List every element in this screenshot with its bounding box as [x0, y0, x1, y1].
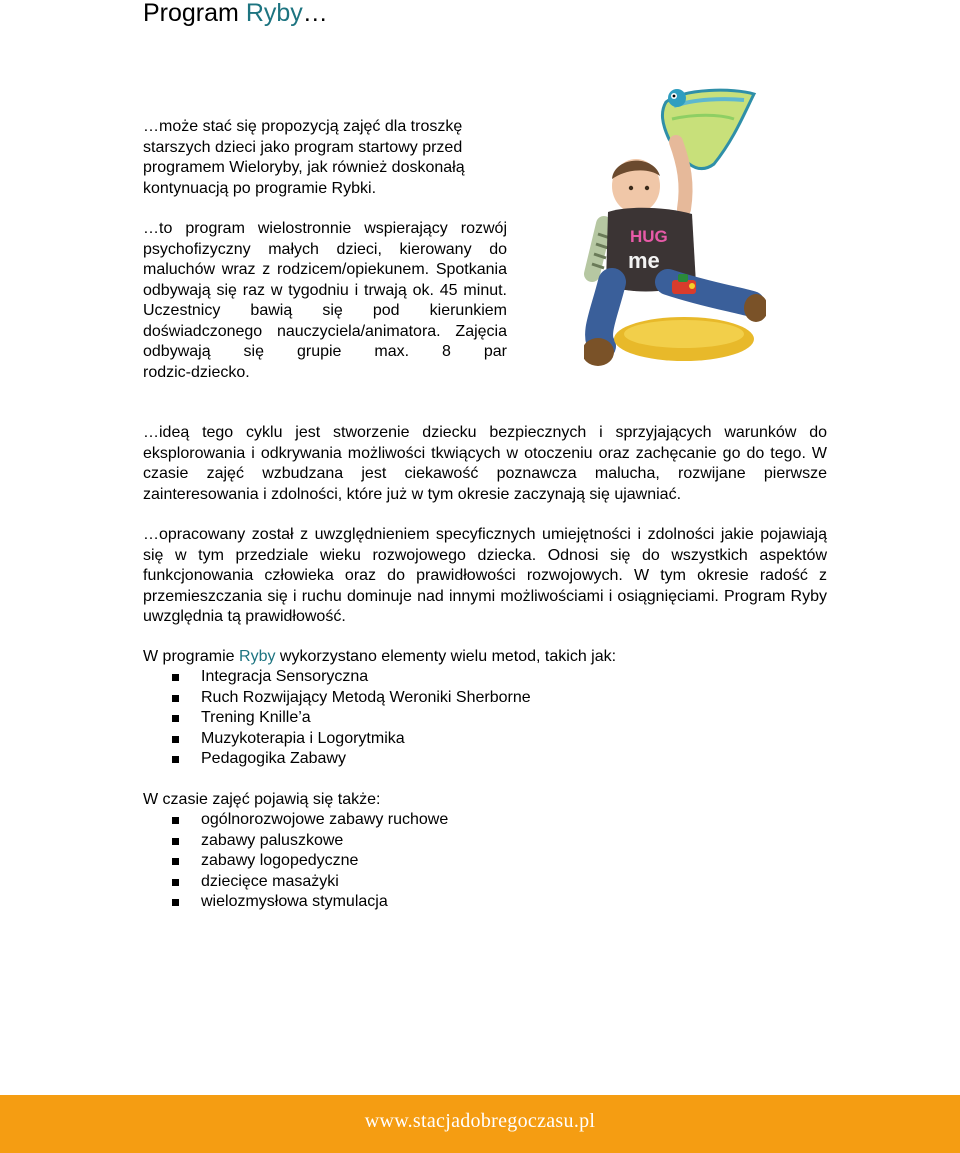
- list-item-label: Muzykoterapia i Logorytmika: [201, 729, 405, 747]
- bullet-icon: [172, 899, 179, 906]
- bullet-icon: [172, 838, 179, 845]
- methods-list: [143, 667, 531, 770]
- intro-paragraph-2-body: …to program wielostronnie wspierający rozwój psychofizyczny małych dzieci, kierowany do maluchów wraz z rodzicem/opiekunem. Spotkania odbywają się raz w tygodniu i trwają ok. 45 minut. Uczestnicy bawią się pod kierunkiem doświadczonego nauczyciela/animatora. Zajęcia odbywają się grupie max. 8 par: [143, 220, 507, 360]
- page-title: [143, 0, 328, 28]
- bullet-icon: [172, 715, 179, 722]
- svg-text:me: me: [628, 248, 660, 273]
- list-item-label: zabawy logopedyczne: [201, 852, 359, 869]
- methods-lead-prefix: W programie: [143, 648, 240, 665]
- child-with-fish-toy-photo: [584, 84, 766, 384]
- title-prefix: Program: [143, 0, 246, 27]
- list-item-label: Integracja Sensoryczna: [201, 668, 369, 685]
- bullet-icon: [172, 817, 179, 824]
- list-item: [143, 749, 531, 770]
- intro-paragraph-1: …może stać się propozycją zajęć dla troszkę starszych dzieci jako program startowy przed programem Wieloryby, jak również doskonałą kontynuacją po programie Rybki.: [143, 118, 465, 197]
- list-item: [143, 729, 531, 750]
- activities-lead: W czasie zajęć pojawią się także:: [143, 791, 381, 808]
- list-item-label: dziecięce masażyki: [201, 872, 339, 890]
- list-item: [143, 831, 448, 852]
- list-item: [143, 810, 448, 831]
- bullet-icon: [172, 736, 179, 743]
- intro-paragraph-2: [143, 219, 507, 383]
- methods-lead: [143, 647, 616, 668]
- svg-text:HUG: HUG: [630, 227, 668, 246]
- title-suffix: …: [302, 0, 328, 27]
- bullet-icon: [172, 674, 179, 681]
- list-item-label: Pedagogika Zabawy: [201, 750, 346, 767]
- list-item-label: wielozmysłowa stymulacja: [201, 893, 388, 910]
- activities-list: [143, 810, 448, 913]
- list-item-label: Ruch Rozwijający Metodą Weroniki Sherborne: [201, 688, 531, 706]
- list-item: [143, 892, 448, 913]
- title-accent: Ryby: [245, 0, 303, 27]
- bullet-icon: [172, 879, 179, 886]
- bullet-icon: [172, 858, 179, 865]
- list-item: [143, 872, 448, 893]
- list-item: [143, 708, 531, 729]
- body-paragraph-2: …opracowany został z uwzględnieniem specyficznych umiejętności i zdolności jakie pojawiają się w tym przedziale wieku rozwojowego dziecka. Odnosi się do wszystkich aspektów funkcjonowania człowieka oraz do prawidłowości rozwojowych. W tym okresie radość z przemieszczania się i ruchu dominuje nad innymi możliwościami i osiągnięciami. Program Ryby uwzględnia tą prawidłowość.: [143, 526, 827, 625]
- list-item: [143, 667, 531, 688]
- methods-lead-suffix: wykorzystano elementy wielu metod, takich jak:: [275, 648, 617, 665]
- list-item: [143, 688, 531, 709]
- body-paragraph-1: …ideą tego cyklu jest stworzenie dziecku bezpiecznych i sprzyjających warunków do eksplorowania i odkrywania możliwości tkwiących w otoczeniu oraz zachęcanie go do tego. W czasie zajęć wzbudzana jest ciekawość poznawcza malucha, rozwijane pierwsze zainteresowania i zdolności, które już w tym okresie zaczynają się ujawniać.: [143, 424, 827, 503]
- methods-lead-accent: Ryby: [239, 648, 276, 665]
- list-item: [143, 851, 448, 872]
- bullet-icon: [172, 695, 179, 702]
- list-item-label: Trening Knille’a: [201, 709, 311, 726]
- bullet-icon: [172, 756, 179, 763]
- list-item-label: zabawy paluszkowe: [201, 831, 344, 849]
- intro-paragraph-2-last: rodzic-dziecko.: [143, 363, 250, 381]
- list-item-label: ogólnorozwojowe zabawy ruchowe: [201, 811, 449, 828]
- footer-website-link[interactable]: www.stacjadobregoczasu.pl: [364, 1110, 596, 1132]
